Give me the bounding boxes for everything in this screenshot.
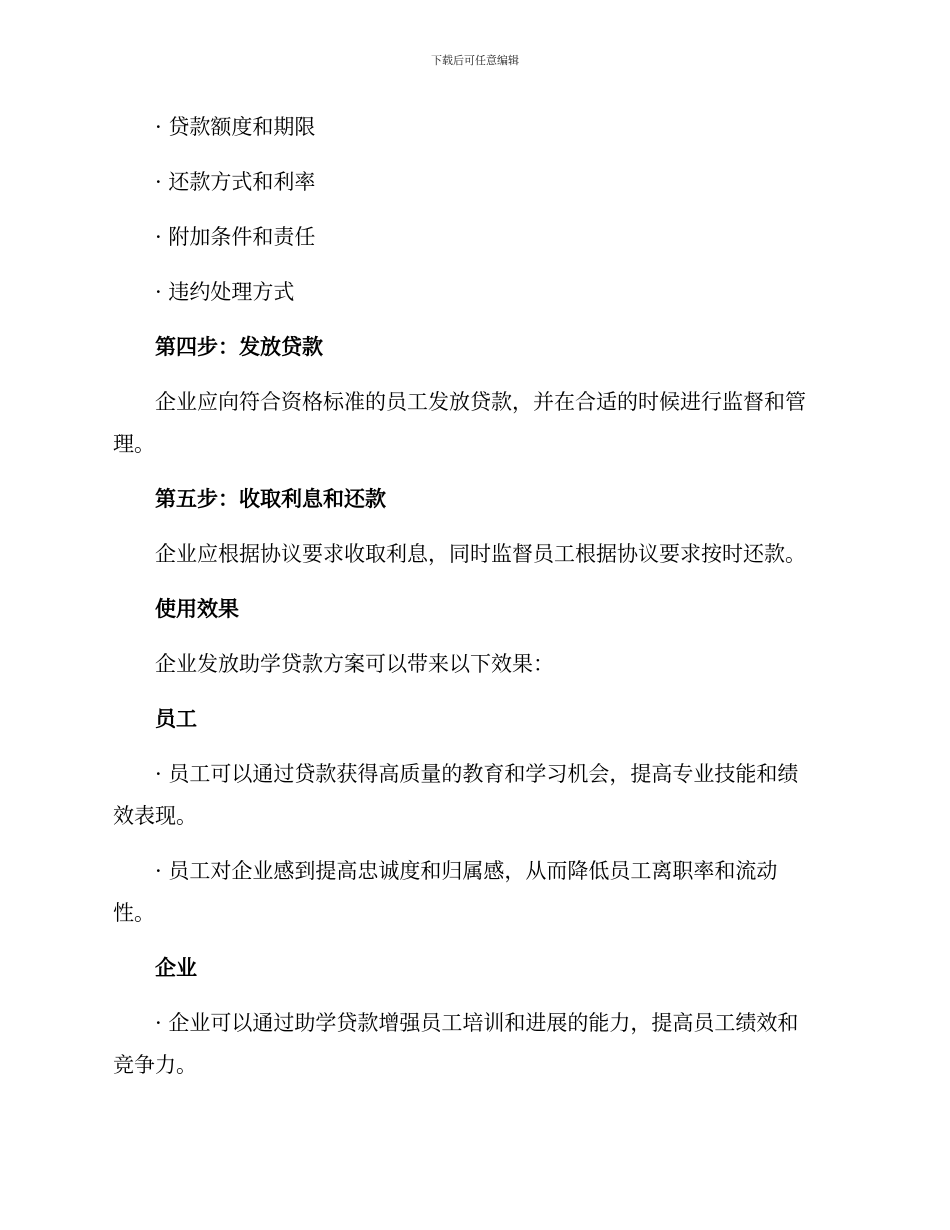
step4-paragraph-line1: 企业应向符合资格标准的员工发放贷款，并在合适的时候进行监督和管 <box>155 390 806 414</box>
company-heading: 企业 <box>155 956 197 980</box>
page-header-note: 下载后可任意编辑 <box>431 54 519 67</box>
company-bullet1-line1: · 企业可以通过助学贷款增强员工培训和进展的能力，提高员工绩效和 <box>155 1011 799 1035</box>
employee-bullet2-line1: · 员工对企业感到提高忠诚度和归属感，从而降低员工离职率和流动 <box>155 859 778 883</box>
step5-paragraph: 企业应根据协议要求收取利息，同时监督员工根据协议要求按时还款。 <box>155 542 806 566</box>
bullet-conditions-responsibility: · 附加条件和责任 <box>155 225 316 249</box>
company-bullet1-line2: 竞争力。 <box>113 1053 197 1077</box>
bullet-default-handling: · 违约处理方式 <box>155 280 295 304</box>
effects-heading: 使用效果 <box>155 597 239 621</box>
bullet-repayment-interest: · 还款方式和利率 <box>155 170 316 194</box>
employee-bullet1-line2: 效表现。 <box>113 804 197 828</box>
bullet-loan-amount-term: · 贷款额度和期限 <box>155 115 316 139</box>
employee-bullet2-line2: 性。 <box>113 901 155 925</box>
step4-heading: 第四步：发放贷款 <box>155 335 323 359</box>
employee-bullet1-line1: · 员工可以通过贷款获得高质量的教育和学习机会，提高专业技能和绩 <box>155 762 799 786</box>
step4-paragraph-line2: 理。 <box>113 432 155 456</box>
step5-heading: 第五步：收取利息和还款 <box>155 487 386 511</box>
employee-heading: 员工 <box>155 707 197 731</box>
effects-intro: 企业发放助学贷款方案可以带来以下效果： <box>155 652 554 676</box>
